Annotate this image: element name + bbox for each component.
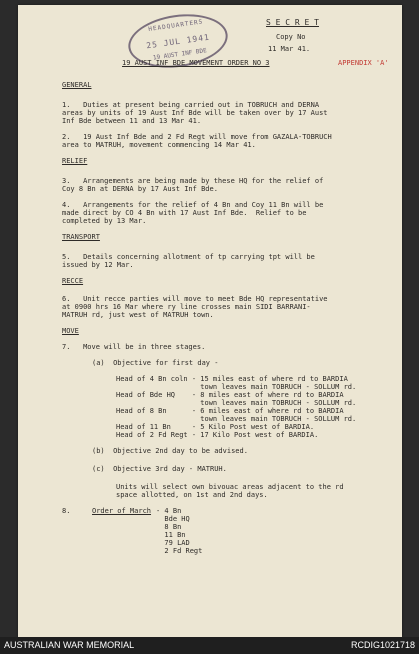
paragraph-5: 5. Details concerning allotment of tp carrying tpt will be issued by 12 Mar. [62, 253, 315, 269]
paragraph-7: 7. Move will be in three stages. [62, 343, 206, 351]
copy-number: Copy No [276, 33, 306, 41]
first-day-objectives: Head of 4 Bn coln - 15 miles east of where rd to BARDIA town leaves main TOBRUCH - SOLLUM rd. Head of Bde HQ - 8 miles east of where rd to BARDIA town leaves main TOBRUCH - SOLLUM rd. Head of 8 Bn - 6 miles east of where rd to BARDIA town leaves main TOBRUCH - SOLLUM rd. Head of 11 Bn - 5 Kilo Post west of BARDIA. Head of 2 Fd Regt - 17 Kilo Post west of BARDIA. [116, 375, 357, 439]
stamp-unit: 19 AUST INF BDE [152, 47, 208, 62]
order-of-march-label: Order of March [92, 507, 152, 515]
appendix-label: APPENDIX 'A' [338, 59, 389, 67]
secret-heading: S E C R E T [266, 18, 319, 27]
paragraph-7b: (b) Objective 2nd day to be advised. [92, 447, 248, 455]
paragraph-6: 6. Unit recce parties will move to meet Bde HQ representative at 0900 hrs 16 Mar where ry line crosses main SIDI BARRANI- MATRUH rd, just west of MATRUH town. [62, 295, 328, 319]
paragraph-3: 3. Arrangements are being made by these HQ for the relief of Coy 8 Bn at DERNA by 17 Aust Inf Bde. [62, 177, 324, 193]
paragraph-1: 1. Duties at present being carried out in TOBRUCH and DERNA areas by units of 19 Aust Inf Bde will be taken over by 17 Aust Inf Bde between 11 and 13 Mar 41. [62, 101, 328, 125]
heading-relief: RELIEF [62, 157, 88, 165]
heading-recce: RECCE [62, 277, 84, 285]
stamp-date: 25 JUL 1941 [145, 32, 211, 51]
archive-footer [0, 637, 419, 654]
heading-move: MOVE [62, 327, 79, 335]
record-id: RCDIG1021718 [350, 640, 415, 650]
document-page [18, 5, 402, 637]
stamp-line-1: HEADQUARTERS [147, 18, 204, 33]
paragraph-4: 4. Arrangements for the relief of 4 Bn and Coy 11 Bn will be made direct by CO 4 Bn with 17 Aust Inf Bde. Relief to be completed by 13 Mar. [62, 201, 324, 225]
heading-transport: TRANSPORT [62, 233, 100, 241]
document-title: 19 AUST INF BDE MOVEMENT ORDER NO 3 [122, 59, 270, 67]
order-of-march-list: - 4 Bn Bde HQ 8 Bn 11 Bn 79 LAD 2 Fd Regt [156, 507, 203, 555]
paragraph-7a: (a) Objective for first day - [92, 359, 219, 367]
document-date: 11 Mar 41. [268, 45, 311, 53]
paragraph-8-number: 8. [62, 507, 71, 515]
paragraph-7-bivouac: Units will select own bivouac areas adjacent to the rd space allotted, on 1st and 2nd days. [116, 483, 344, 499]
archive-name: AUSTRALIAN WAR MEMORIAL [4, 640, 135, 650]
heading-general: GENERAL [62, 81, 92, 89]
paragraph-2: 2. 19 Aust Inf Bde and 2 Fd Regt will move from GAZALA-TOBRUCH area to MATRUH, movement commencing 14 Mar 41. [62, 133, 332, 149]
paragraph-7c: (c) Objective 3rd day - MATRUH. [92, 465, 227, 473]
